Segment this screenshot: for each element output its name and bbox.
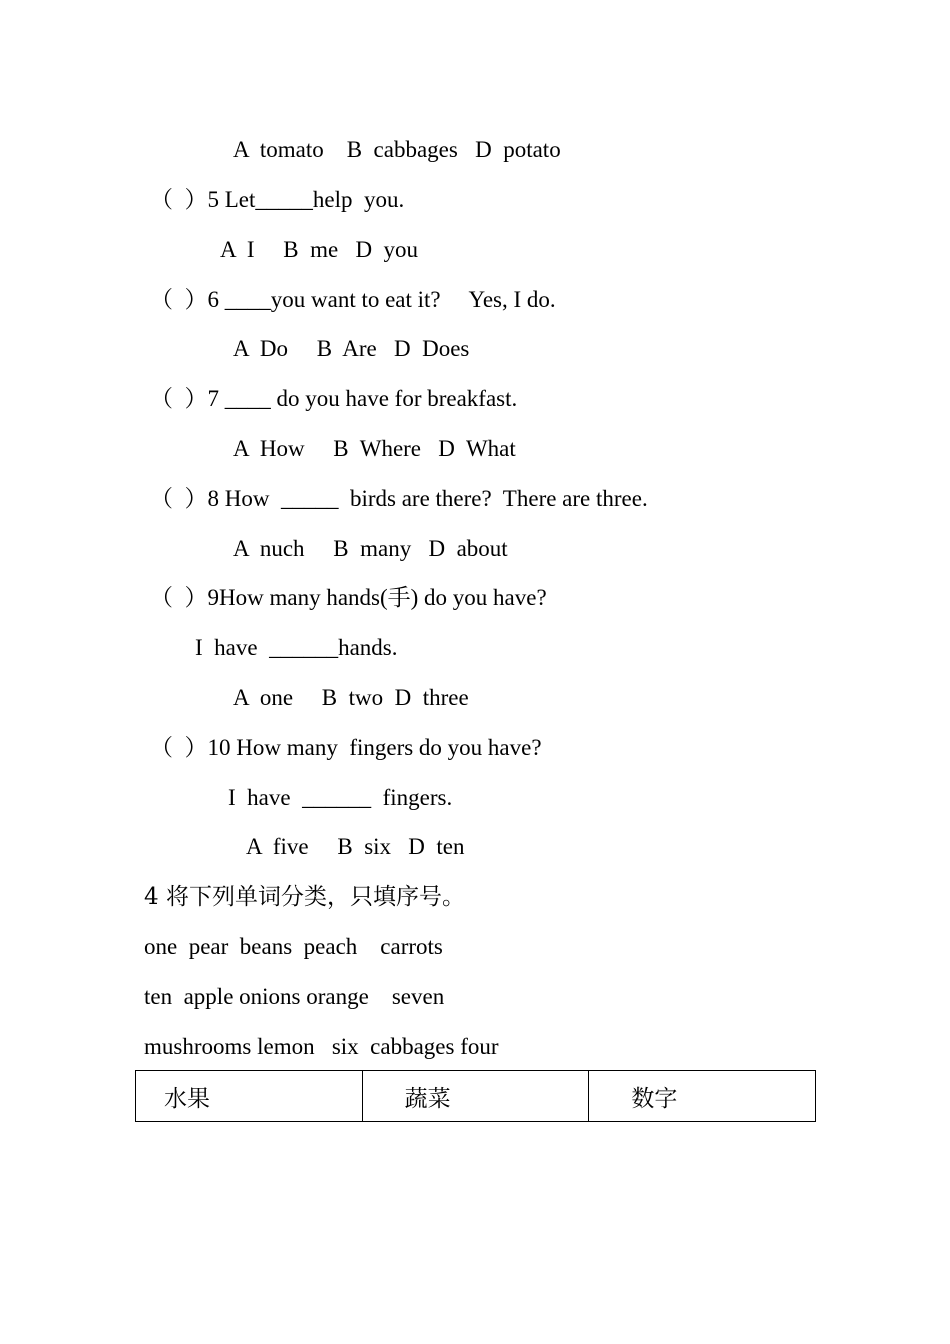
q6-question: （ ）6 ____you want to eat it? Yes, I do. [150,287,556,312]
word-bank-line-1: one pear beans peach carrots [144,934,443,959]
word-bank-line-3: mushrooms lemon six cabbages four [144,1034,499,1059]
q7-options: A How B Where D What [233,436,516,461]
q5-question: （ ）5 Let_____help you. [150,187,405,212]
q9-options: A one B two D three [233,685,469,710]
q8-question: （ ）8 How _____ birds are there? There are three. [150,486,648,511]
q8-options: A nuch B many D about [233,536,508,561]
section4-heading: 4 将下列单词分类，只填序号。 [144,884,465,910]
q9-answer-line: I have ______hands. [195,635,398,660]
table-header-row [136,1071,816,1122]
q7-question: （ ）7 ____ do you have for breakfast. [150,386,518,411]
q5-options: A I B me D you [220,237,419,262]
q4-options: A tomato B cabbages D potato [233,137,561,162]
q10-question: （ ）10 How many fingers do you have? [150,735,542,760]
vegetable-column-header: 蔬菜 [362,1071,589,1122]
word-bank-line-2: ten apple onions orange seven [144,984,445,1009]
q10-answer-line: I have ______ fingers. [228,785,453,810]
fruit-column-header: 水果 [136,1071,363,1122]
q10-options: A five B six D ten [246,834,465,859]
q6-options: A Do B Are D Does [233,336,470,361]
q9-question: （ ）9How many hands(手) do you have? [150,585,547,610]
classification-table [135,1070,816,1122]
number-column-header: 数字 [589,1071,816,1122]
